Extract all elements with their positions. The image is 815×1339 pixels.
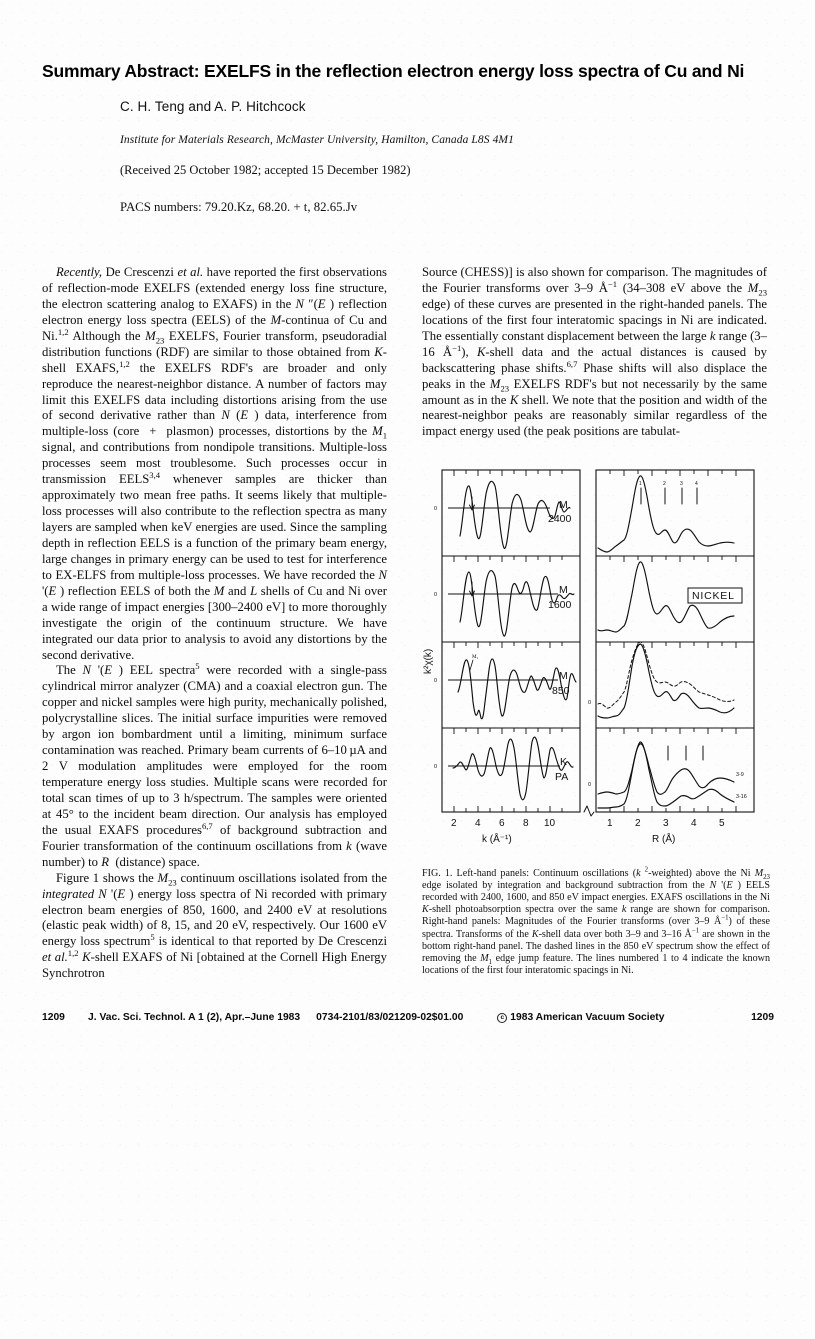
- m1-label: M₁: [472, 654, 479, 660]
- x-axis-label-left: k (Å⁻¹): [482, 834, 512, 845]
- spacing-marker-label: 4: [695, 481, 698, 487]
- spacing-marker-lines: [641, 488, 697, 504]
- x-axis-label-right: R (Å): [652, 834, 676, 845]
- pacs-numbers: PACS numbers: 79.20.Kz, 68.20. + t, 82.65.Jv: [120, 199, 358, 214]
- axis-break-notch: [584, 806, 594, 816]
- affiliation: Institute for Materials Research, McMaster University, Hamilton, Canada L8S 4M1: [120, 133, 514, 146]
- panel-label-k: K: [560, 756, 568, 768]
- panel-label-energy: 850: [552, 685, 570, 697]
- page-title: Summary Abstract: EXELFS in the reflection electron energy loss spectra of Cu and Ni: [42, 61, 745, 81]
- spacing-marker-label: 3: [680, 481, 683, 487]
- figure-caption: FIG. 1. Left-hand panels: Continuum oscillations (k $^2$-weighted) above the Ni $M_{23}$ edge isolated by integration and background subtraction from the N '(E ) EELS recorded with 2400, 1600, and 850 eV impact energies. EXAFS oscillations in the Ni K-shell photoabsorption spectra over the same k range are shown for comparison. Right-hand panels: Magnitudes of the Fourier transforms (over 3–9 $Å^{-1}$) of these spectra. Transforms of the K-shell data over both 3–9 and 3–16 $Å^{-1}$ are shown in the bottom right-hand panel. The dashed lines in the 850 eV spectrum show the effect of removing the $M_1$ edge jump feature. The lines numbered 1 to 4 indicate the known locations of the first four interatomic spacings in Ni.: [422, 866, 770, 976]
- footer-copyright: [497, 1012, 664, 1024]
- paragraph: Figure 1 shows the $M_{23}$ continuum oscillations isolated from the integrated N '(E ) energy loss spectra of Ni recorded with primary electron beam energies of 850, 1600, and 2400 eV at resolutions (elastic peak width) of 8, 15, and 20 eV, respectively. Our 1600 eV energy loss spectrum$^5$ is identical to that reported by De Crescenzi et al.$^{1,2}$ K-shell EXAFS of Ni [obtained at the Cornell High Energy Synchrotron: [42, 870, 387, 981]
- curve-ft-k-3-16: [598, 742, 734, 808]
- copyright-icon: c: [497, 1013, 507, 1023]
- panel-label-m: M: [559, 670, 568, 682]
- figure-caption-label: FIG. 1.: [422, 868, 453, 879]
- paragraph: The N '(E ) EEL spectra$^5$ were recorded with a single-pass cylindrical mirror analyzer (CMA) and a coaxial electron gun. The copper and nickel samples were high purity, mechanically polished, polycrystalline slices. The initial surface impurities were removed by argon ion bombardment until a limiting, minimum surface contamination was reached. Primary beam currents of 6–10 µA and 2 V modulation amplitudes were employed for the room temperature energy loss studies. Multiple scans were recorded for total scan times of up to 3 h/spectrum. The samples were oriented at 45° to the incident beam direction. Our analysis has employed the usual EXAFS procedures$^{6,7}$ of background subtraction and Fourier transformation of the continuum oscillations from k (wave number) to R (distance) space.: [42, 661, 387, 869]
- title-block: [42, 60, 782, 215]
- received-date: (Received 25 October 1982; accepted 15 December 1982): [120, 162, 411, 177]
- y-axis-label: k²χ(k): [423, 648, 434, 674]
- zero-label: 0: [588, 700, 592, 706]
- sample-label: NICKEL: [692, 590, 735, 602]
- zero-label: 0: [434, 592, 438, 598]
- zero-label: 0: [434, 678, 438, 684]
- panel-label-energy: 2400: [548, 513, 572, 525]
- x-tick-label: 8: [523, 818, 529, 829]
- ft-range-label-3-16: 3-16: [736, 794, 747, 800]
- right-panel-ticks: [610, 470, 736, 812]
- panel-label-m: M: [559, 584, 568, 596]
- panel-label-energy: 1600: [548, 599, 572, 611]
- panel-label-m: M: [559, 499, 568, 511]
- footer-journal: J. Vac. Sci. Technol. A 1 (2), Apr.–June 1983: [88, 1012, 301, 1023]
- figure-1-svg: [420, 464, 772, 864]
- curve-ft-k-3-9: [598, 744, 734, 795]
- curve-kpa: [453, 737, 573, 800]
- authors: C. H. Teng and A. P. Hitchcock: [120, 98, 306, 114]
- curve-ft-m850-dashed: [598, 642, 734, 708]
- page-footer: [42, 1012, 774, 1024]
- footer-article-code: 0734-2101/83/021209-02$01.00: [316, 1012, 464, 1023]
- zero-label: 0: [434, 764, 438, 770]
- x-tick-label: 4: [691, 818, 697, 829]
- x-tick-label: 1: [607, 818, 613, 829]
- body-column-left: [42, 265, 387, 982]
- figure-1: [420, 464, 772, 869]
- spacing-marker-label: 1: [639, 481, 642, 487]
- ft-range-label-3-9: 3-9: [736, 772, 744, 778]
- curve-ft-m2400: [598, 476, 734, 552]
- footer-page-right: 1209: [751, 1012, 774, 1023]
- footer-page-left: 1209: [42, 1012, 65, 1023]
- x-tick-label: 2: [451, 818, 457, 829]
- x-tick-label: 5: [719, 818, 725, 829]
- zero-label: 0: [434, 506, 438, 512]
- zero-label: 0: [588, 782, 592, 788]
- spacing-marker-label: 2: [663, 481, 666, 487]
- x-tick-label: 2: [635, 818, 641, 829]
- body-column-right: [422, 265, 767, 440]
- paragraph: Source (CHESS)] is also shown for comparison. The magnitudes of the Fourier transforms over 3–9 $Å^{-1}$ (34–308 eV above the $M_{23}$ edge) of these curves are presented in the right-handed panels. The locations of the first four interatomic spacings in Ni are indicated. The essentially constant displacement between the large k range (3–16 $Å^{-1}$), K-shell data and the actual distances is caused by backscattering phase shifts.$^{6,7}$ Phase shifts will also displace the peaks in the $M_{23}$ EXELFS RDF's but not necessarily by the same amount as in the K shell. We note that the position and width of the nearest-neighbor peaks are reasonably similar regardless of the impact energy used (the peak positions are tabulat-: [422, 265, 767, 439]
- x-tick-label: 4: [475, 818, 481, 829]
- footer-copyright-text: 1983 American Vacuum Society: [510, 1012, 665, 1023]
- x-tick-label: 3: [663, 818, 669, 829]
- curve-ft-m850-solid: [598, 644, 734, 718]
- m1-arrow-850: [470, 660, 473, 670]
- paragraph: Recently, De Crescenzi et al. have reported the first observations of reflection-mode EXELFS (extended energy loss fine structure, the electron scattering analog to EXAFS) in the N ″(E ) reflection electron energy loss spectra (EELS) of the M-continua of Cu and Ni.$^{1,2}$ Although the $M_{23}$ EXELFS, Fourier transform, pseudoradial distribution functions (RDF) are similar to those obtained from K-shell EXAFS,$^{1,2}$ the EXELFS RDF's are broader and only reproduce the nearest-neighbor distance. A number of factors may limit this EXELFS data including distortions arising from the use of second derivative rather than N (E ) data, interference from multiple-loss (core + plasmon) processes, distortions by the $M_1$ signal, and contributions from nondipole transitions. Multiple-loss processes seem most troublesome. Such processes occur in transmission EELS$^{3,4}$ whenever samples are thicker than approximately two mean free paths. It seems likely that multiple-loss processes will also contribute to the reflection spectra as many layers are sampled when keV energies are used. Since the sampling depth in reflection EELS is a function of the primary beam energy, large changes in primary energy can be used to test for interference to EX-ELFS from multiple-loss processes. We have recorded the N '(E ) reflection EELS of both the M and L shells of Cu and Ni over a wide range of impact energies [300–2400 eV] to more thoroughly investigate the origin of the continuum structure. We have integrated our data prior to analysis to avoid any distortions by the second derivative.: [42, 265, 388, 662]
- x-tick-label: 10: [544, 818, 556, 829]
- x-tick-label: 6: [499, 818, 505, 829]
- panel-label-pa: PA: [555, 771, 569, 783]
- spacing-marker-lines-bottom: [668, 746, 703, 760]
